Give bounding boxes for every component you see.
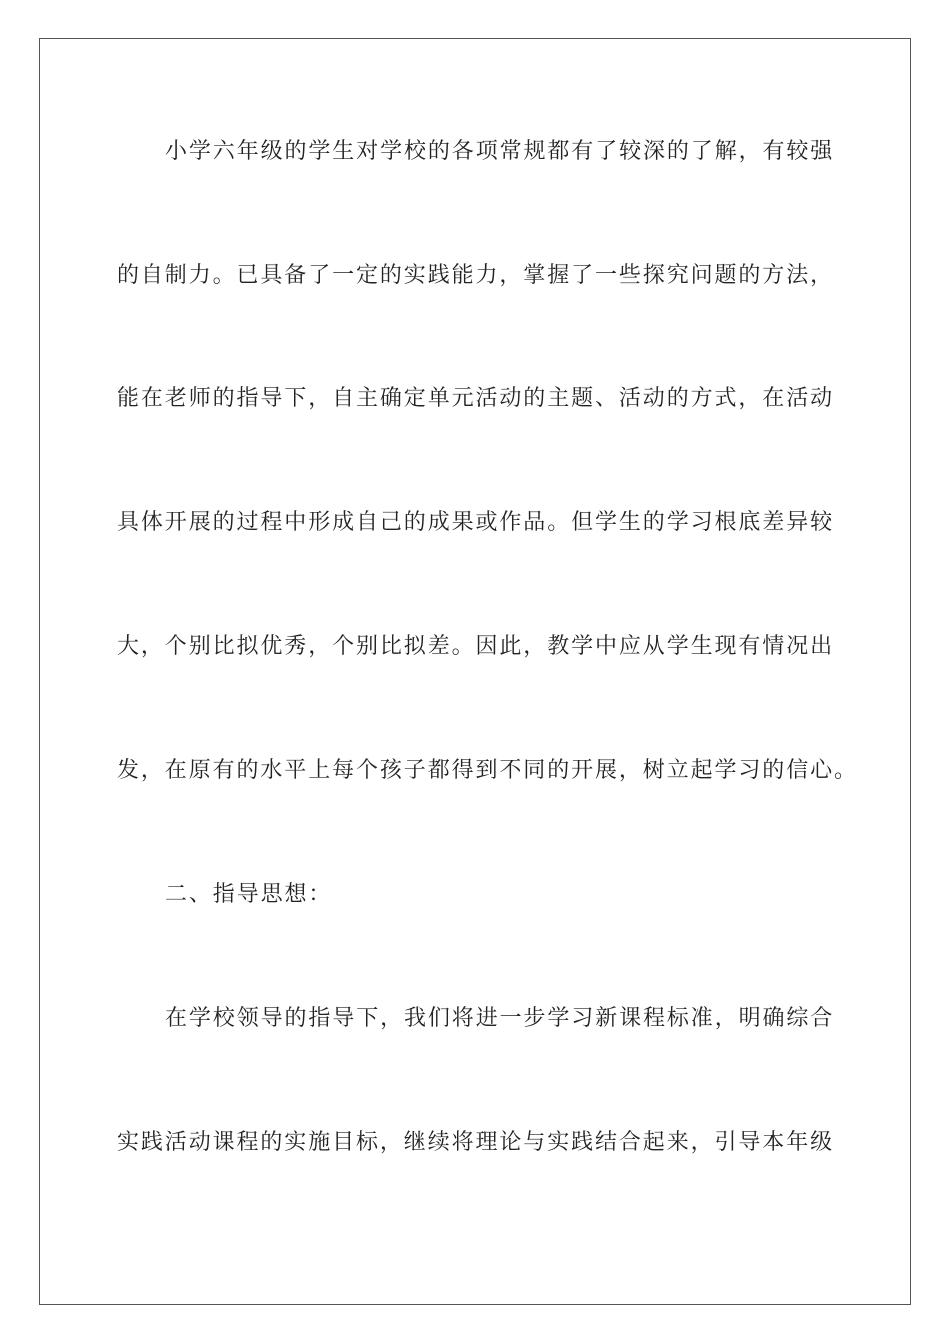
paragraph-line: 实践活动课程的实施目标，继续将理论与实践结合起来，引导本年级 [117,1130,835,1155]
paragraph-line: 在学校领导的指导下，我们将进一步学习新课程标准，明确综合 [165,1006,835,1031]
paragraph-line: 能在老师的指导下，自主确定单元活动的主题、活动的方式，在活动 [117,386,835,411]
paragraph-line: 小学六年级的学生对学校的各项常规都有了较深的了解，有较强 [165,139,835,164]
paragraph-line: 发，在原有的水平上每个孩子都得到不同的开展，树立起学习的信心。 [117,758,858,783]
page-frame [39,38,911,1305]
paragraph-line: 大，个别比拟优秀，个别比拟差。因此，教学中应从学生现有情况出 [117,634,835,659]
paragraph-line: 的自制力。已具备了一定的实践能力，掌握了一些探究问题的方法， [117,263,835,288]
paragraph-line: 具体开展的过程中形成自己的成果或作品。但学生的学习根底差异较 [117,510,835,535]
section-heading: 二、指导思想： [165,882,333,907]
